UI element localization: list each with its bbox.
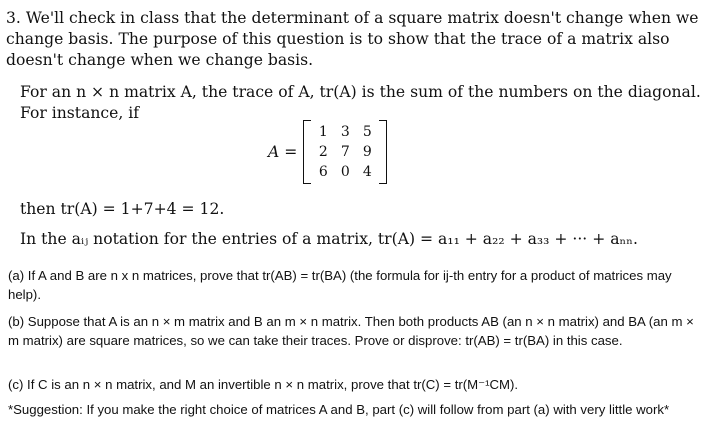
example-matrix [268, 120, 387, 184]
matrix-cell: 0 [340, 164, 350, 180]
matrix-cell: 3 [340, 124, 350, 140]
matrix-cell: 7 [340, 144, 350, 160]
part-c [8, 375, 708, 394]
suggestion-text: *Suggestion: If you make the right choice of matrices A and B, part (c) will follow from part (a) with very little work* [8, 402, 670, 417]
matrix-grid [311, 122, 379, 182]
matrix-cell: 5 [362, 124, 372, 140]
matrix-cell: 4 [362, 164, 372, 180]
part-c-text: (c) If C is an n × n matrix, and M an invertible n × n matrix, prove that tr(C) = tr(M⁻¹CM). [8, 377, 519, 392]
matrix-label: A = [268, 143, 298, 161]
right-bracket [379, 120, 387, 184]
matrix-cell: 1 [318, 124, 328, 140]
notation-formula: In the aᵢⱼ notation for the entries of a matrix, tr(A) = a₁₁ + a₂₂ + a₃₃ + ··· + aₙₙ. [20, 230, 638, 248]
matrix-cell: 2 [318, 144, 328, 160]
problem-intro: 3. We'll check in class that the determinant of a square matrix doesn't change when we change basis. The purpose of this question is to show that the trace of a matrix also doesn't change when we change basis. [6, 9, 699, 69]
part-a [8, 266, 708, 304]
matrix-cell: 6 [318, 164, 328, 180]
suggestion [8, 400, 708, 419]
part-b-text: (b) Suppose that A is an n × m matrix and B an m × n matrix. Then both products AB (an n × n matrix) and BA (an m × m matrix) are square matrices, so we can take their traces. Prove or disprove: tr(AB) = tr(BA) in this case. [8, 314, 694, 348]
matrix-cell: 9 [362, 144, 372, 160]
left-bracket [303, 120, 311, 184]
part-a-text: (a) If A and B are n x n matrices, prove that tr(AB) = tr(BA) (the formula for ij-th entry for a product of matrices may help). [8, 268, 672, 302]
trace-definition: For an n × n matrix A, the trace of A, tr(A) is the sum of the numbers on the diagonal. For instance, if [20, 83, 701, 122]
part-b [8, 312, 708, 350]
example-result: then tr(A) = 1+7+4 = 12. [20, 200, 225, 218]
